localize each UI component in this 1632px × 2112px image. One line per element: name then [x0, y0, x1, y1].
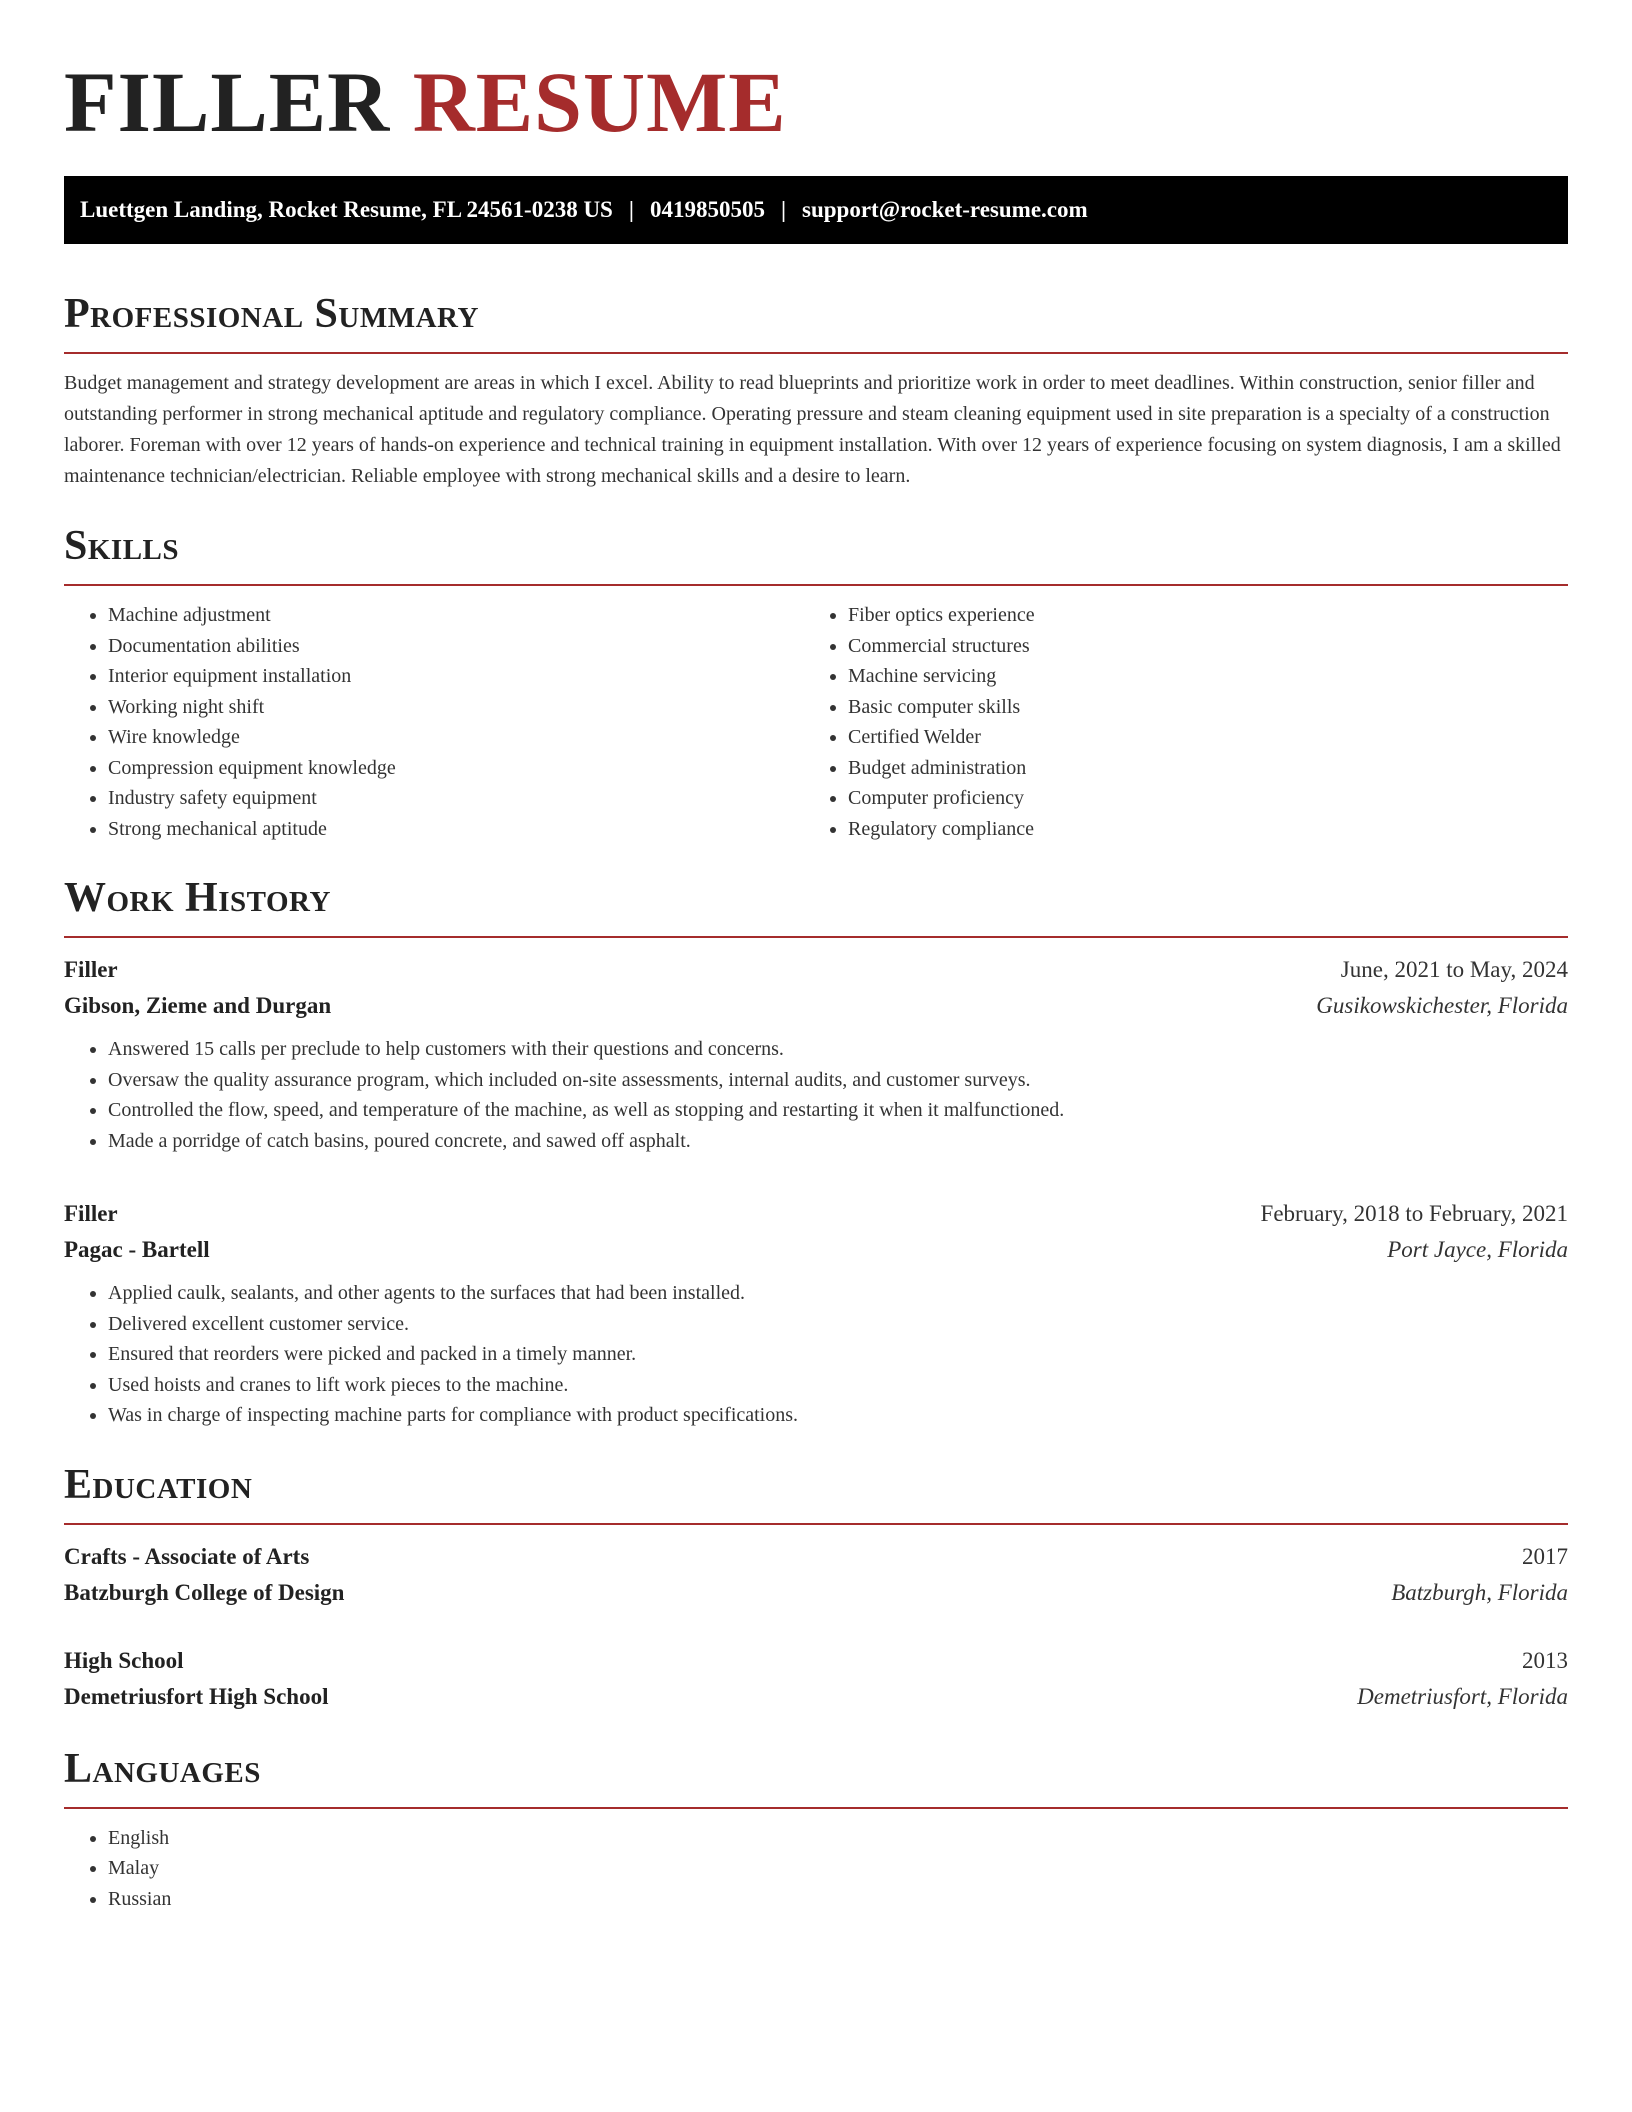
job-company: Gibson, Zieme and Durgan [64, 993, 332, 1018]
section-divider [64, 352, 1568, 354]
job-duty: • Used hoists and cranes to lift work pieces to the machine. [108, 1370, 1568, 1401]
contact-separator: | [780, 197, 787, 222]
job-header-row [64, 952, 1568, 988]
skills-list-right [804, 600, 1544, 844]
languages-list [64, 1823, 1568, 1915]
education-year: 2017 [1522, 1543, 1568, 1569]
skill-item: • Strong mechanical aptitude [108, 814, 804, 845]
job-location: Gusikowskichester, Florida [1316, 993, 1568, 1018]
job-position: Filler [64, 957, 118, 982]
education-degree: High School [64, 1647, 184, 1673]
job-duty: • Ensured that reorders were picked and packed in a timely manner. [108, 1339, 1568, 1370]
skills-heading: Skills [64, 523, 180, 569]
summary-heading: Professional Summary [64, 291, 479, 337]
education-school: Batzburgh College of Design [64, 1579, 345, 1605]
education-degree-row [64, 1539, 1568, 1575]
skill-item: • Computer proficiency [848, 783, 1544, 814]
education-entry [64, 1643, 1568, 1715]
skill-item: • Documentation abilities [108, 631, 804, 662]
job-duties-list [64, 1034, 1568, 1156]
skill-item: • Basic computer skills [848, 692, 1544, 723]
job-duty: • Answered 15 calls per preclude to help customers with their questions and concerns. [108, 1034, 1568, 1065]
education-degree: Crafts - Associate of Arts [64, 1543, 310, 1569]
job-entry [64, 952, 1568, 1156]
education-school-row [64, 1679, 1568, 1715]
education-heading: Education [64, 1461, 253, 1508]
skill-item: • Wire knowledge [108, 722, 804, 753]
section-divider [64, 584, 1568, 586]
last-name: RESUME [412, 54, 787, 150]
education-location: Batzburgh, Florida [1391, 1579, 1568, 1605]
skill-item: • Certified Welder [848, 722, 1544, 753]
resume-name [64, 52, 1568, 152]
skill-item: • Interior equipment installation [108, 661, 804, 692]
skill-item: • Machine servicing [848, 661, 1544, 692]
education-entry [64, 1539, 1568, 1611]
job-entry [64, 1196, 1568, 1431]
resume-page [64, 0, 1568, 1914]
language-item: • Russian [108, 1884, 1568, 1915]
education-school-row [64, 1575, 1568, 1611]
job-duty: • Oversaw the quality assurance program, which included on-site assessments, internal audits, and customer surveys. [108, 1065, 1568, 1096]
job-dates: February, 2018 to February, 2021 [1260, 1201, 1568, 1226]
skills-list-left [64, 600, 804, 844]
skills-column-right [804, 600, 1544, 844]
languages-heading: Languages [64, 1745, 261, 1792]
job-duty: • Controlled the flow, speed, and temperature of the machine, as well as stopping and restarting it when it malfunctioned. [108, 1095, 1568, 1126]
job-dates: June, 2021 to May, 2024 [1340, 957, 1568, 982]
contact-address: Luettgen Landing, Rocket Resume, FL 24561-0238 US [80, 197, 613, 222]
education-location: Demetriusfort, Florida [1357, 1683, 1568, 1709]
job-duties-list [64, 1278, 1568, 1431]
skill-item: • Industry safety equipment [108, 783, 804, 814]
skill-item: • Fiber optics experience [848, 600, 1544, 631]
job-duty: • Applied caulk, sealants, and other agents to the surfaces that had been installed. [108, 1278, 1568, 1309]
job-company-row [64, 988, 1568, 1024]
language-item: • Malay [108, 1853, 1568, 1884]
skill-item: • Regulatory compliance [848, 814, 1544, 845]
job-company-row [64, 1232, 1568, 1268]
contact-email: support@rocket-resume.com [802, 197, 1088, 222]
education-degree-row [64, 1643, 1568, 1679]
language-item: • English [108, 1823, 1568, 1854]
job-duty: • Was in charge of inspecting machine parts for compliance with product specifications. [108, 1400, 1568, 1431]
skill-item: • Machine adjustment [108, 600, 804, 631]
job-header-row [64, 1196, 1568, 1232]
work-history-heading: Work History [64, 875, 331, 921]
section-divider [64, 1807, 1568, 1809]
job-company: Pagac - Bartell [64, 1237, 210, 1262]
contact-phone: 0419850505 [649, 197, 765, 222]
skills-column-left [64, 600, 804, 844]
education-year: 2013 [1522, 1647, 1568, 1673]
job-duty: • Delivered excellent customer service. [108, 1309, 1568, 1340]
job-position: Filler [64, 1201, 118, 1226]
summary-text: Budget management and strategy development are areas in which I excel. Ability to read blueprints and prioritize work in order to meet deadlines. Within construction, senior filler and outstanding performer in strong mechanical aptitude and regulatory compliance. Operating pressure and steam cleaning equipment used in site preparation is a specialty of a construction laborer. Foreman with over 12 years of hands-on experience and technical training in equipment installation. With over 12 years of experience focusing on system diagnosis, I am a skilled maintenance technician/electrician. Reliable employee with strong mechanical skills and a desire to learn. [64, 372, 1561, 487]
skill-item: • Working night shift [108, 692, 804, 723]
skill-item: • Budget administration [848, 753, 1544, 784]
job-duty: • Made a porridge of catch basins, poured concrete, and sawed off asphalt. [108, 1126, 1568, 1157]
contact-separator: | [628, 197, 634, 222]
skills-grid [64, 600, 1568, 844]
first-name: FILLER [64, 54, 391, 150]
contact-bar [64, 176, 1568, 244]
skill-item: • Commercial structures [848, 631, 1544, 662]
job-location: Port Jayce, Florida [1387, 1237, 1568, 1262]
section-divider [64, 1523, 1568, 1525]
education-school: Demetriusfort High School [64, 1683, 329, 1709]
skill-item: • Compression equipment knowledge [108, 753, 804, 784]
section-divider [64, 936, 1568, 938]
